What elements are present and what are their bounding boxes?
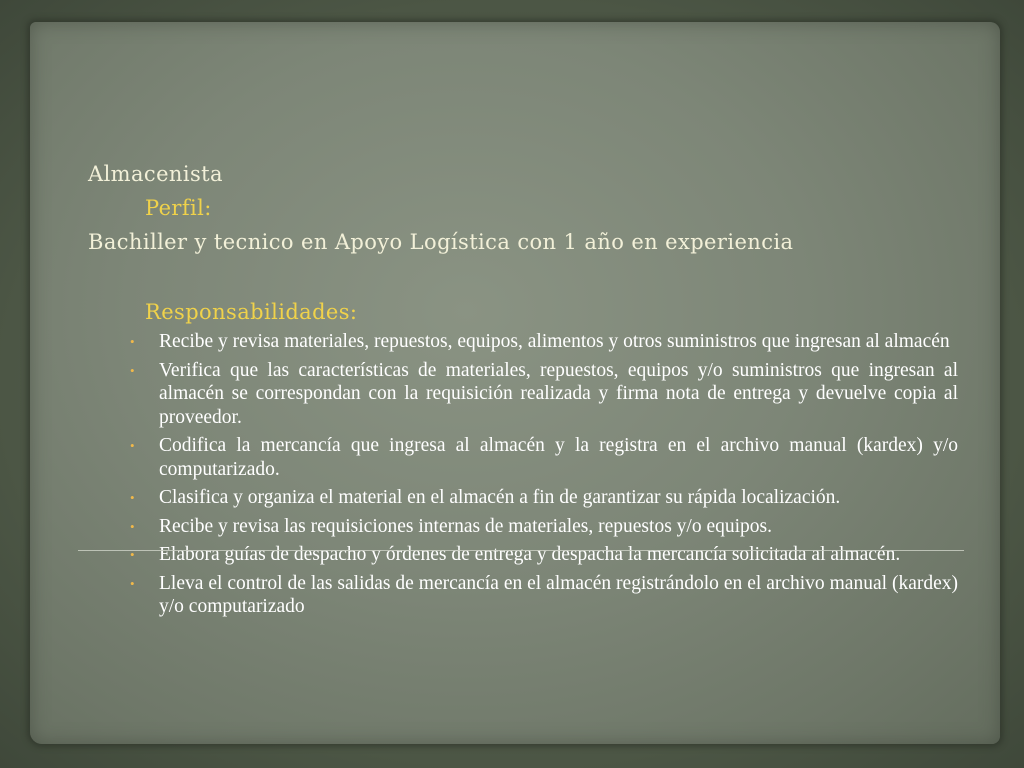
horizontal-divider xyxy=(78,550,964,551)
profile-text: Bachiller y tecnico en Apoyo Logística con 1 año en experiencia xyxy=(88,230,794,254)
list-item-text: Verifica que las características de materiales, repuestos, equipos y/o suministros que ingresan al almacén se correspondan con la requisición realizada y firma nota de entrega y devuelve copia al proveedor. xyxy=(159,359,958,428)
list-item-text: Clasifica y organiza el material en el almacén a fin de garantizar su rápida localización. xyxy=(159,487,841,508)
bullet-icon: • xyxy=(130,518,135,534)
list-item xyxy=(130,486,958,510)
list-item xyxy=(130,572,958,619)
list-item-text: Recibe y revisa las requisiciones internas de materiales, repuestos y/o equipos. xyxy=(159,515,772,537)
list-item xyxy=(130,434,958,481)
role-title: Almacenista xyxy=(88,162,223,186)
bullet-icon: • xyxy=(130,438,135,453)
profile-label: Perfil: xyxy=(145,196,212,220)
list-item-text: Recibe y revisa materiales, repuestos, equipos, alimentos y otros suministros que ingresan al almacén xyxy=(159,331,950,352)
bullet-icon: • xyxy=(130,547,135,562)
bullet-icon: • xyxy=(130,490,135,505)
list-item-text: Lleva el control de las salidas de mercancía en el almacén registrándolo en el archivo manual (kardex) y/o computarizado xyxy=(159,572,958,617)
list-item xyxy=(130,359,958,430)
bullet-icon: • xyxy=(130,362,135,378)
bullet-icon: • xyxy=(130,334,135,349)
list-item-text: Codifica la mercancía que ingresa al almacén y la registra en el archivo manual (kardex) y/o computarizado. xyxy=(159,435,958,480)
responsibilities-list xyxy=(130,330,958,624)
responsibilities-label: Responsabilidades: xyxy=(145,300,358,324)
bullet-icon: • xyxy=(130,575,135,591)
list-item-text: Elabora guías de despacho y órdenes de entrega y despacha la mercancía solicitada al almacén. xyxy=(159,544,901,565)
list-item xyxy=(130,330,958,354)
list-item xyxy=(130,543,958,567)
list-item xyxy=(130,515,958,539)
